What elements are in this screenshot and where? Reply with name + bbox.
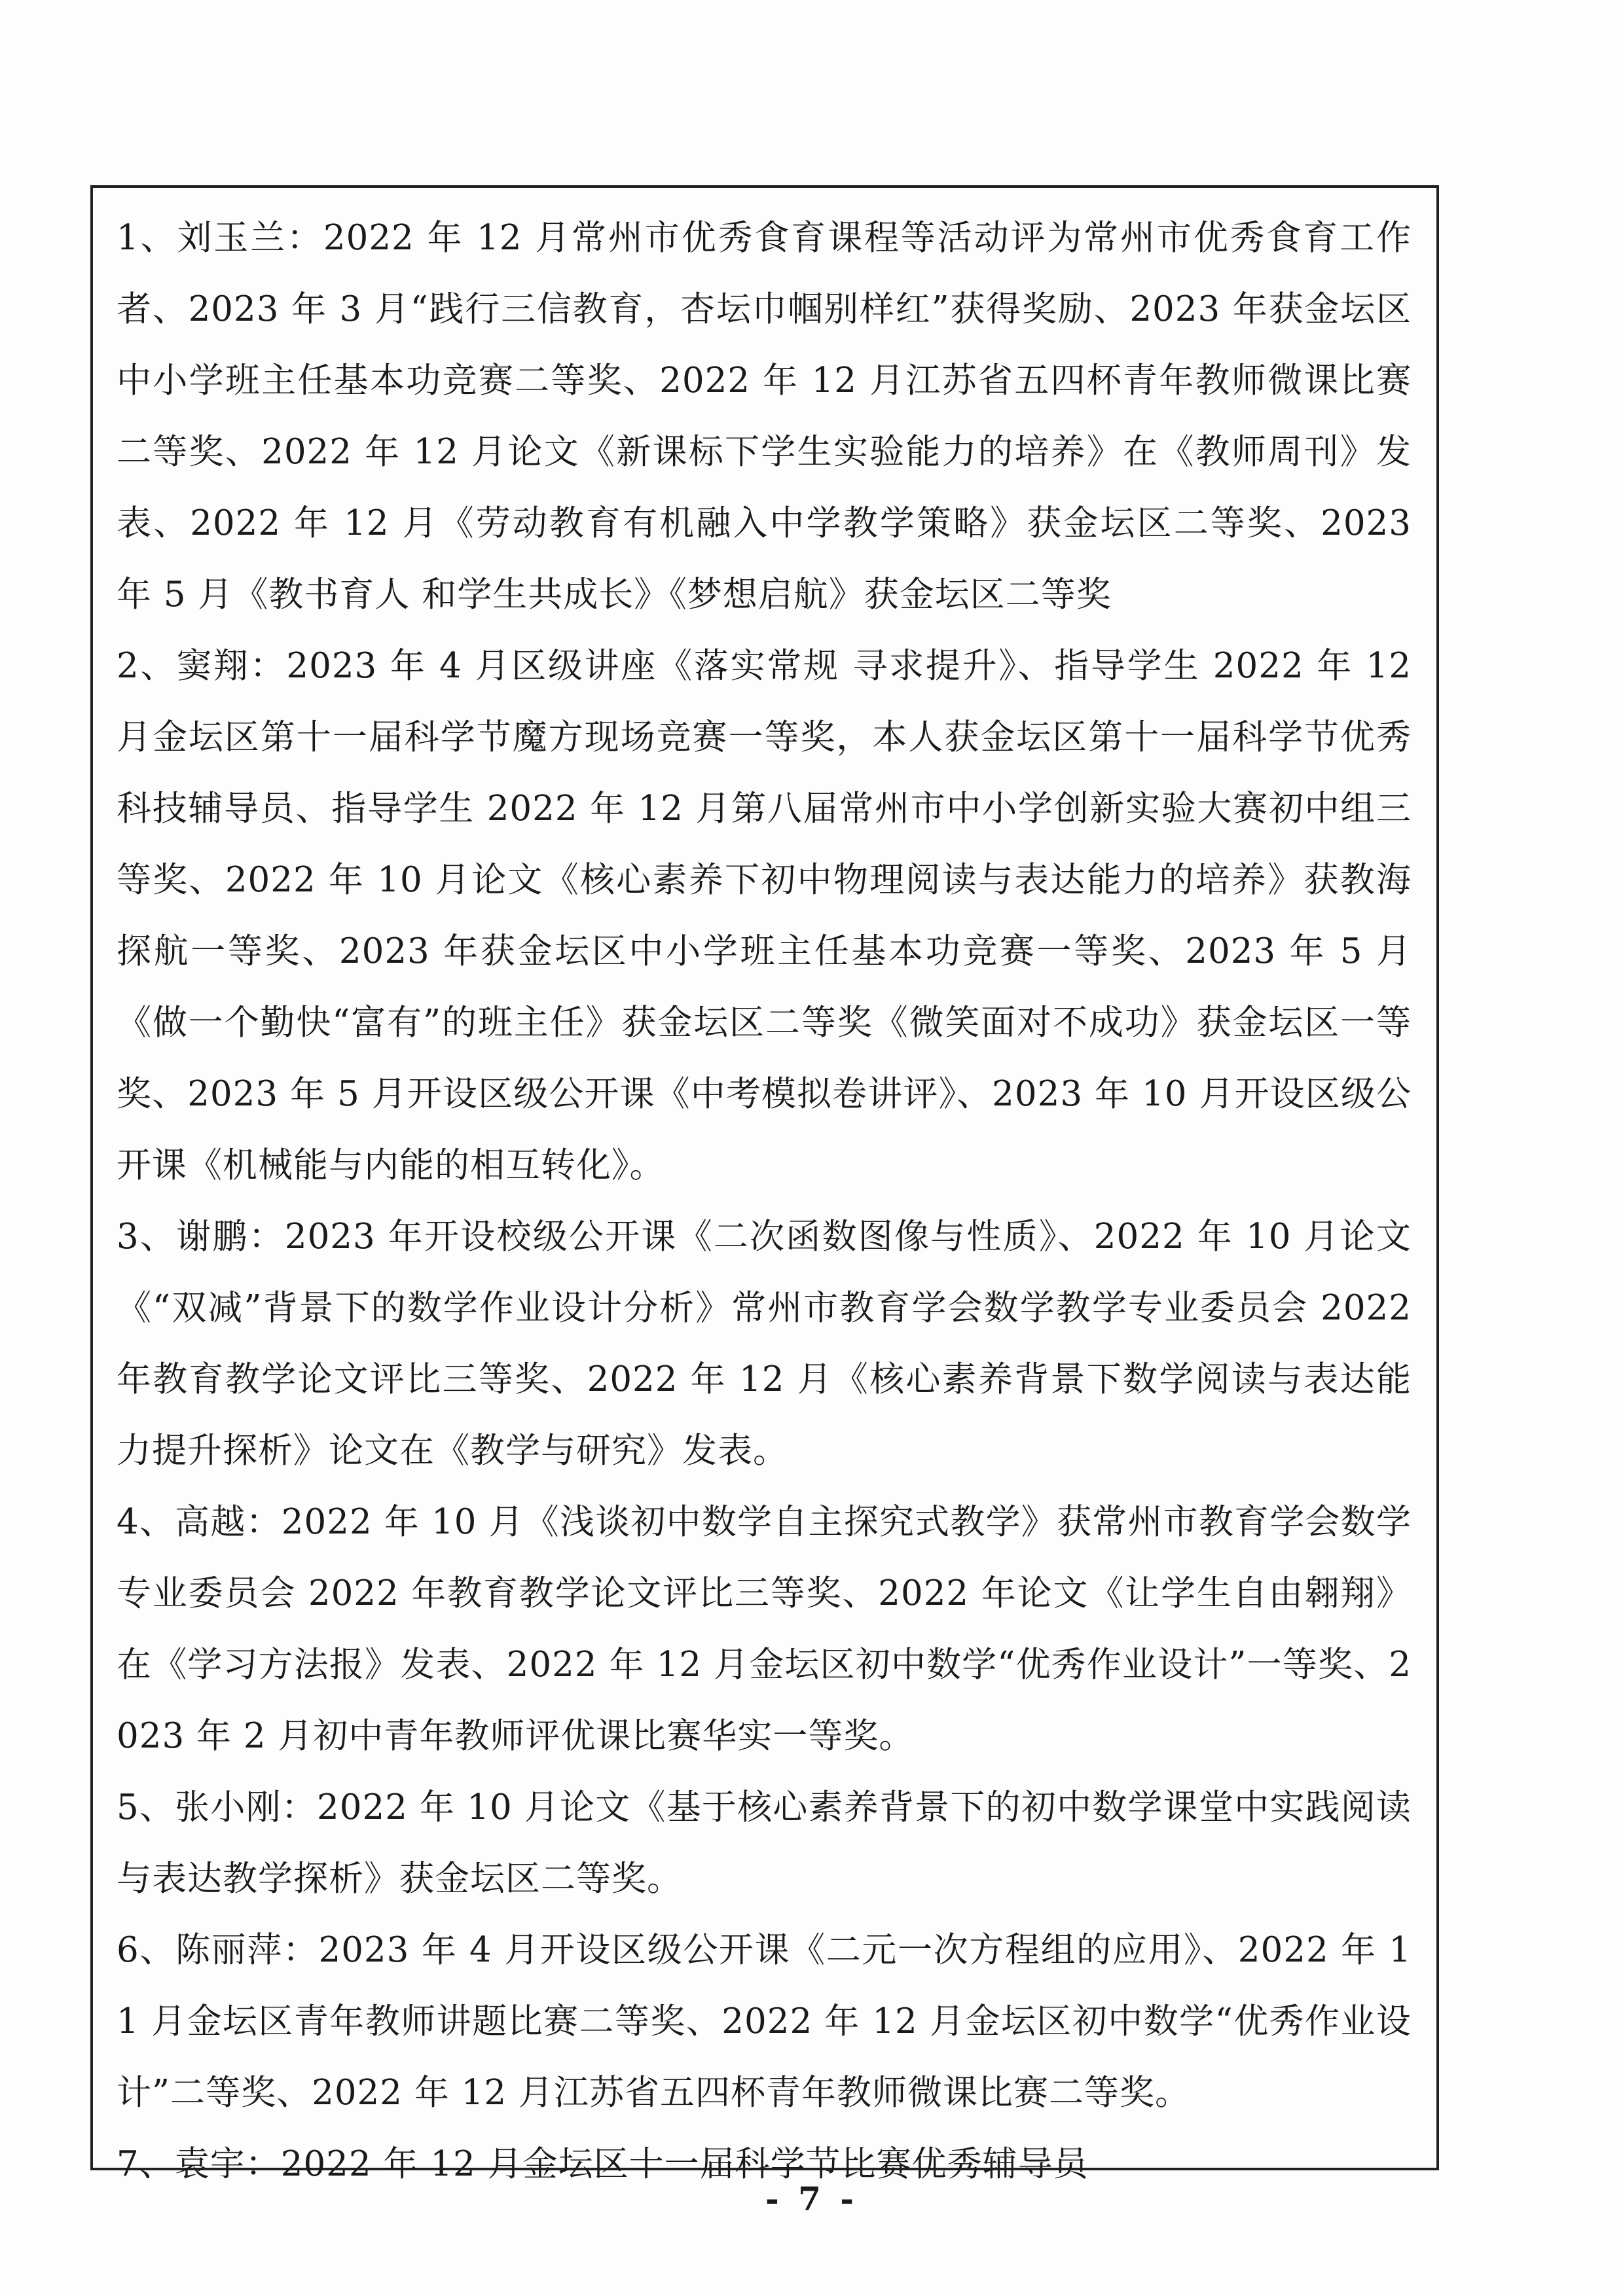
entry-xie-peng: 3、谢鹏：2023 年开设校级公开课《二次函数图像与性质》、2022 年 10 月论文《“双减”背景下的数学作业设计分析》常州市教育学会数学教学专业委员会 2022 年教育教学论文评比三等奖、2022 年 12 月《核心素养背景下数学阅读与表达能力提升探析》论文在《教学与研究》发表。 (117, 1217, 1412, 1471)
content-box (90, 185, 1439, 2184)
entry-zhang-xiaogang: 5、张小刚：2022 年 10 月论文《基于核心素养背景下的初中数学课堂中实践阅读与表达教学探析》获金坛区二等奖。 (117, 1787, 1412, 1899)
entry-liu-yulan: 1、刘玉兰：2022 年 12 月常州市优秀食育课程等活动评为常州市优秀食育工作者、2023 年 3 月“践行三信教育，杏坛巾帼别样红”获得奖励、2023 年获金坛区中小学班主任基本功竞赛二等奖、2022 年 12 月江苏省五四杯青年教师微课比赛二等奖、2022 年 12 月论文《新课标下学生实验能力的培养》在《教师周刊》发表、2022 年 12 月《劳动教育有机融入中学教学策略》获金坛区二等奖、2023 年 5 月《教书育人 和学生共成长》《梦想启航》获金坛区二等奖 (117, 218, 1412, 615)
entry-dou-xiang: 2、窦翔：2023 年 4 月区级讲座《落实常规 寻求提升》、指导学生 2022 年 12 月金坛区第十一届科学节魔方现场竞赛一等奖，本人获金坛区第十一届科学节优秀科技辅导员、指导学生 2022 年 12 月第八届常州市中小学创新实验大赛初中组三等奖、2022 年 10 月论文《核心素养下初中物理阅读与表达能力的培养》获教海探航一等奖、2023 年获金坛区中小学班主任基本功竞赛一等奖、2023 年 5 月《做一个勤快“富有”的班主任》获金坛区二等奖《微笑面对不成功》获金坛区一等奖、2023 年 5 月开设区级公开课《中考模拟卷讲评》、2023 年 10 月开设区级公开课《机械能与内能的相互转化》。 (117, 646, 1412, 1185)
entry-yuan-yu: 7、袁宇：2022 年 12 月金坛区十一届科学节比赛优秀辅导员 (117, 2144, 1089, 2184)
entry-chen-liping: 6、陈丽萍：2023 年 4 月开设区级公开课《二元一次方程组的应用》、2022 年 11 月金坛区青年教师讲题比赛二等奖、2022 年 12 月金坛区初中数学“优秀作业设计”二等奖、2022 年 12 月江苏省五四杯青年教师微课比赛二等奖。 (117, 1930, 1412, 2113)
entry-gao-yue: 4、高越：2022 年 10 月《浅谈初中数学自主探究式教学》获常州市教育学会数学专业委员会 2022 年教育教学论文评比三等奖、2022 年论文《让学生自由翱翔》在《学习方法报》发表、2022 年 12 月金坛区初中数学“优秀作业设计”一等奖、2023 年 2 月初中青年教师评优课比赛华实一等奖。 (117, 1502, 1412, 1756)
page-number: - 7 - (765, 2179, 858, 2218)
